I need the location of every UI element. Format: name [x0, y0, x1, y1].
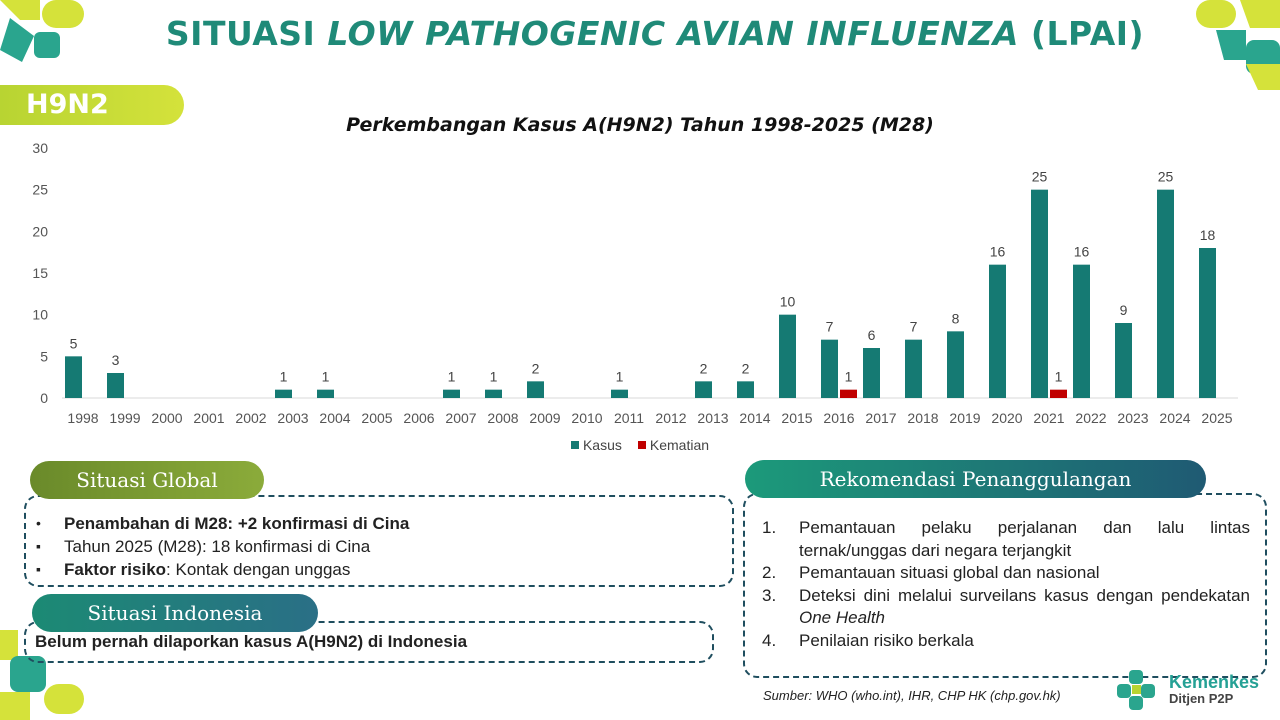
x-tick-label: 2000: [151, 410, 183, 426]
data-label: 25: [1031, 168, 1048, 185]
x-tick-label: 2024: [1159, 410, 1191, 426]
bar-kasus: [1157, 190, 1174, 398]
x-tick-label: 2022: [1075, 410, 1107, 426]
global-situation-heading: Situasi Global: [30, 461, 264, 499]
data-label: 8: [951, 310, 960, 327]
x-tick-label: 2001: [193, 410, 225, 426]
bar-kematian: [840, 390, 857, 398]
indonesia-situation-heading: Situasi Indonesia: [32, 594, 318, 632]
x-tick-label: 2020: [991, 410, 1023, 426]
legend-label-kasus: Kasus: [582, 437, 622, 453]
bar-kasus: [65, 356, 82, 398]
bar-kematian: [1050, 390, 1067, 398]
bar-chart: [0, 135, 1280, 435]
data-label: 2: [741, 360, 750, 377]
x-tick-label: 2014: [739, 410, 771, 426]
y-tick-label: 10: [32, 306, 48, 323]
logo-text-kemenkes: Kemenkes: [1169, 672, 1260, 692]
bar-kasus: [695, 381, 712, 398]
legend-item-kasus: [571, 437, 622, 453]
bar-kasus: [275, 390, 292, 398]
indonesia-situation-text: Belum pernah dilaporkan kasus A(H9N2) di Indonesia: [35, 632, 468, 651]
list-item: 1. Pemantauan pelaku perjalanan dan lalu lintas ternak/unggas dari negara terjangkit: [762, 518, 1250, 560]
x-tick-label: 2019: [949, 410, 981, 426]
x-tick-label: 2002: [235, 410, 267, 426]
bar-kasus: [317, 390, 334, 398]
data-label: 1: [615, 368, 624, 385]
data-label: 1: [447, 368, 456, 385]
x-tick-label: 2003: [277, 410, 309, 426]
list-item: 3. Deteksi dini melalui surveilans kasus dengan pendekatan One Health: [762, 585, 1250, 627]
bar-kasus: [611, 390, 628, 398]
legend-swatch-kematian: [638, 441, 646, 449]
x-tick-label: 2008: [487, 410, 519, 426]
legend-swatch-kasus: [571, 441, 579, 449]
list-item: ▪ Faktor risiko: Kontak dengan unggas: [36, 560, 351, 579]
data-label: 1: [489, 368, 498, 385]
data-label: 9: [1119, 302, 1128, 318]
list-item: • Penambahan di M28: +2 konfirmasi di Cina: [36, 514, 410, 533]
x-tick-label: 2018: [907, 410, 939, 426]
page-title: SITUASI LOW PATHOGENIC AVIAN INFLUENZA (LPAI): [165, 14, 1145, 53]
x-tick-label: 2025: [1201, 410, 1233, 426]
data-label: 2: [531, 360, 540, 377]
bar-kasus: [1073, 265, 1090, 398]
chart-title: Perkembangan Kasus A(H9N2) Tahun 1998-2025 (M28): [346, 114, 934, 136]
x-tick-label: 2007: [445, 410, 477, 426]
x-tick-label: 1999: [109, 410, 141, 426]
data-label: 10: [779, 293, 796, 310]
list-item: 4. Penilaian risiko berkala: [762, 630, 974, 650]
data-label: 2: [699, 360, 708, 377]
bar-kasus: [905, 340, 922, 398]
data-label: 16: [1073, 243, 1090, 260]
x-tick-label: 2012: [655, 410, 687, 426]
bar-kasus: [863, 348, 880, 398]
legend-item-kematian: [638, 437, 709, 453]
data-label: 1: [1054, 368, 1063, 385]
x-tick-label: 2016: [823, 410, 855, 426]
kemenkes-logo-icon: [1115, 668, 1163, 712]
data-label: 7: [825, 318, 834, 335]
data-label: 1: [321, 368, 330, 385]
subtype-tag: H9N2: [0, 85, 184, 125]
x-tick-label: 2010: [571, 410, 603, 426]
bar-kasus: [527, 381, 544, 398]
x-tick-label: 2006: [403, 410, 435, 426]
bar-kasus: [737, 381, 754, 398]
legend-label-kematian: Kematian: [649, 437, 710, 453]
bar-kasus: [821, 340, 838, 398]
y-tick-label: 0: [40, 390, 48, 406]
bar-kasus: [107, 373, 124, 398]
x-tick-label: 2009: [529, 410, 561, 426]
bar-kasus: [485, 390, 502, 398]
x-tick-label: 2005: [361, 410, 393, 426]
y-tick-label: 30: [32, 140, 48, 156]
list-item: 2. Pemantauan situasi global dan nasional: [762, 563, 1100, 582]
recommendation-list: [762, 517, 1250, 652]
data-label: 18: [1199, 227, 1216, 243]
x-tick-label: 2017: [865, 410, 897, 426]
data-label: 7: [909, 318, 918, 335]
data-label: 16: [989, 243, 1006, 260]
recommendation-heading: Rekomendasi Penanggulangan: [745, 460, 1206, 498]
source-note: Sumber: WHO (who.int), IHR, CHP HK (chp.gov.hk): [763, 688, 1061, 703]
y-tick-label: 20: [32, 223, 48, 240]
data-label: 6: [867, 327, 876, 343]
bar-kasus: [1115, 323, 1132, 398]
logo-text-ditjen: Ditjen P2P: [1169, 691, 1234, 706]
y-tick-label: 25: [32, 181, 48, 198]
list-item: ▪ Tahun 2025 (M28): 18 konfirmasi di Cina: [36, 537, 371, 556]
x-tick-label: 2011: [613, 410, 645, 426]
bar-kasus: [947, 331, 964, 398]
x-tick-label: 1998: [67, 410, 99, 426]
x-tick-label: 2023: [1117, 410, 1149, 426]
x-tick-label: 2004: [319, 410, 351, 426]
kemenkes-logo: [1115, 668, 1259, 712]
bar-kasus: [443, 390, 460, 398]
bar-kasus: [779, 315, 796, 398]
data-label: 5: [69, 335, 78, 352]
global-situation-list: [36, 512, 726, 581]
data-label: 3: [111, 352, 120, 368]
x-tick-label: 2013: [697, 410, 729, 426]
x-tick-label: 2021: [1033, 410, 1065, 426]
y-tick-label: 15: [32, 265, 48, 281]
bar-kasus: [989, 265, 1006, 398]
bar-kasus: [1199, 248, 1216, 398]
y-tick-label: 5: [40, 348, 48, 365]
bar-kasus: [1031, 190, 1048, 398]
data-label: 25: [1157, 168, 1174, 185]
chart-legend: [0, 437, 1280, 453]
x-tick-label: 2015: [781, 410, 813, 426]
data-label: 1: [844, 368, 853, 385]
data-label: 1: [279, 368, 288, 385]
